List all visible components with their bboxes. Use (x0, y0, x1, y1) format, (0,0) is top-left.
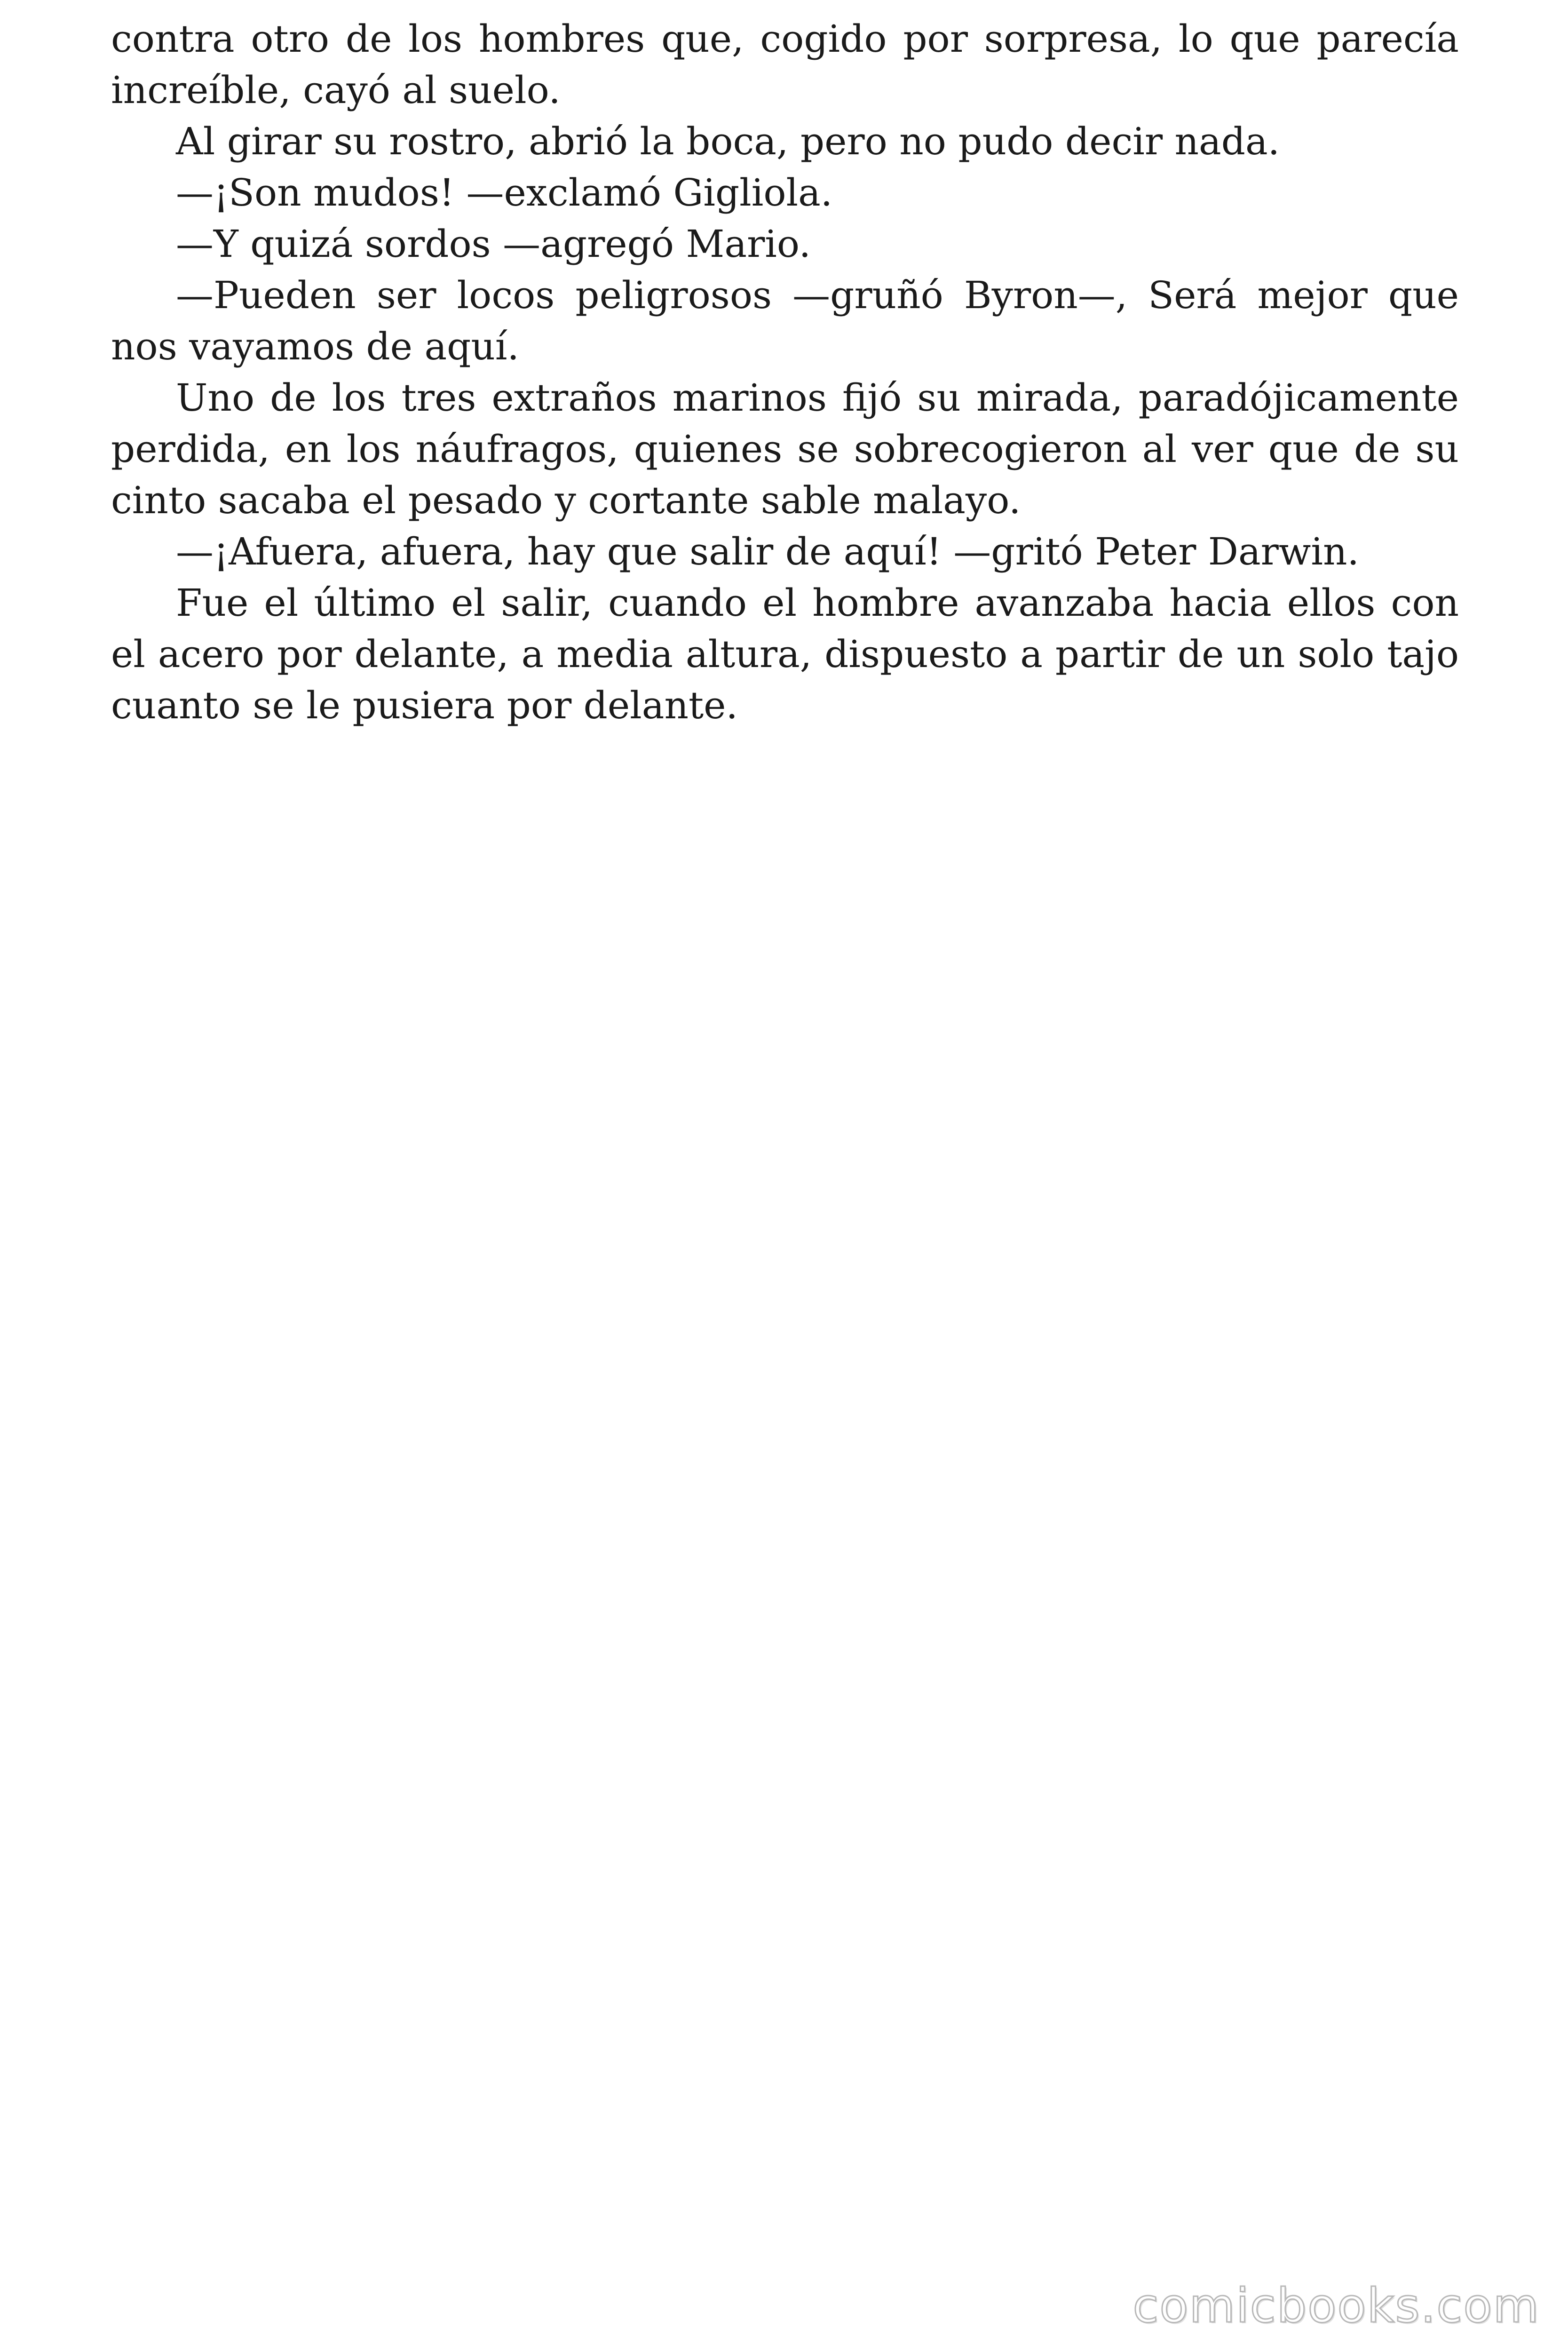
paragraph-8: Fue el último el salir, cuando el hombre avanzaba hacia ellos con el acero por delante, a media altura, dispuesto a partir de un solo tajo cuanto se le pusiera por delante. (111, 581, 1459, 727)
paragraph-7: —¡Afuera, afuera, hay que salir de aquí! —gritó Peter Darwin. (176, 530, 1359, 573)
paragraph-4: —Y quizá sordos —agregó Mario. (176, 222, 811, 266)
paragraph-5: —Pueden ser locos peligrosos —gruñó Byron—, Será mejor que nos vayamos de aquí. (111, 273, 1459, 368)
paragraph-2: Al girar su rostro, abrió la boca, pero no pudo decir nada. (176, 119, 1280, 163)
paragraph-6: Uno de los tres extraños marinos fijó su mirada, paradójicamente perdida, en los náufragos, quienes se sobrecogieron al ver que de su cinto sacaba el pesado y cortante sable malayo. (111, 376, 1459, 522)
paragraph-3: —¡Son mudos! —exclamó Gigliola. (176, 171, 833, 215)
paragraph-1: contra otro de los hombres que, cogido por sorpresa, lo que parecía increíble, cayó al suelo. (111, 17, 1459, 112)
page-body (111, 13, 1459, 731)
watermark: comicbooks.com (1132, 2278, 1540, 2333)
